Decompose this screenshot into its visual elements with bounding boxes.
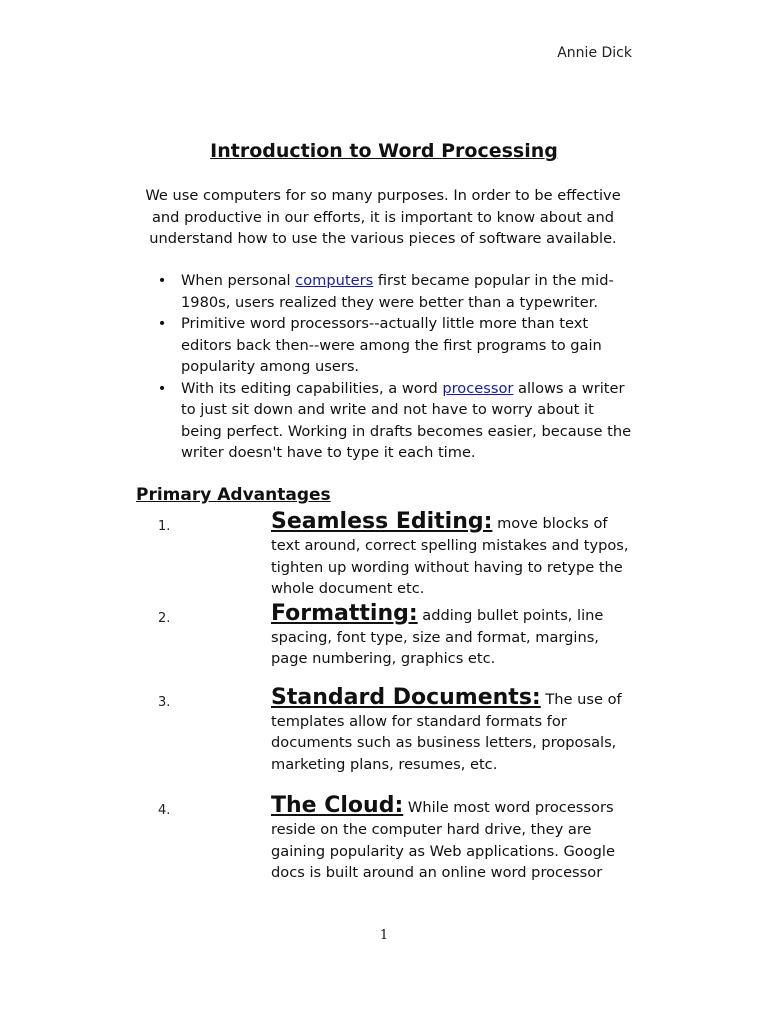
advantage-item: [158, 508, 638, 600]
advantage-term: Formatting:: [271, 600, 418, 626]
advantage-number: 2.: [158, 610, 171, 626]
computers-link[interactable]: computers: [295, 272, 374, 289]
bullet-list: [157, 270, 637, 464]
processor-link[interactable]: processor: [442, 379, 514, 397]
advantage-description: While most word processors reside on the computer hard drive, they are gaining popularity as Web applications. Google docs is built around an online word processor: [271, 799, 615, 881]
advantage-description: adding bullet points, line spacing, font type, size and format, margins, page numbering, graphics etc.: [271, 606, 604, 667]
bullet-dot-icon: •: [157, 315, 167, 332]
advantage-number: 4.: [158, 803, 171, 818]
intro-paragraph: We use computers for so many purposes. In order to be effective and productive in our efforts, it is important to know about and understand how to use the various pieces of software available.: [145, 187, 621, 247]
bullet-dot-icon: •: [157, 272, 167, 289]
bullet-item: [157, 270, 637, 313]
advantage-term: The Cloud:: [271, 793, 404, 818]
bullet-text-before: When personal: [181, 272, 296, 289]
advantage-item: [158, 792, 638, 884]
bullet-item: [157, 378, 637, 464]
bullet-text: Primitive word processors--actually little more than text editors back then--were among the first programs to gain popularity among users.: [181, 315, 602, 375]
bullet-item: [157, 313, 637, 378]
advantage-description: move blocks of text around, correct spelling mistakes and typos, tighten up wording without having to retype the whole document etc.: [271, 515, 629, 597]
advantage-description: The use of templates allow for standard formats for documents such as business letters, proposals, marketing plans, resumes, etc.: [271, 690, 622, 773]
advantage-number: 1.: [158, 519, 171, 534]
advantages-list: [158, 508, 638, 884]
bullet-dot-icon: •: [157, 379, 167, 397]
bullet-text-after: allows a writer to just sit down and write and not have to worry about it being perfect. Working in drafts becomes easier, because the writer doesn't have to type it each time.: [181, 379, 632, 461]
page-number: 1: [379, 928, 389, 943]
advantage-term: Seamless Editing:: [271, 509, 493, 534]
page-header-author: Annie Dick: [557, 45, 632, 61]
document-title: Introduction to Word Processing: [210, 140, 558, 162]
advantage-term: Standard Documents:: [271, 684, 541, 710]
advantage-item: [158, 600, 638, 670]
bullet-text-before: With its editing capabilities, a word: [181, 379, 443, 397]
advantages-heading: Primary Advantages: [136, 485, 331, 505]
advantage-number: 3.: [158, 694, 171, 710]
bullet-text-after: first became popular in the mid-1980s, users realized they were better than a typewriter.: [181, 272, 614, 311]
advantage-item: [158, 684, 638, 776]
